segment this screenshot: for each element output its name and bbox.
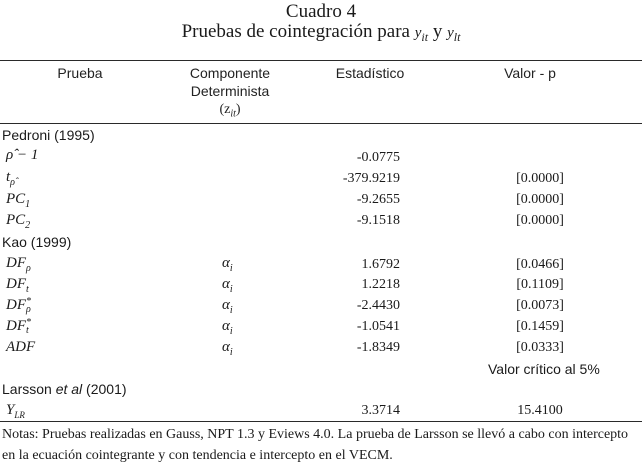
stat-value: -9.1518 [356, 213, 400, 228]
stat-value: -2.4430 [356, 298, 400, 313]
row-label: $Y_{LR}$ [6, 402, 25, 420]
stat-value: 1.6792 [361, 257, 400, 272]
header-componente: Componente Determinista $(z_{it})$ [189, 65, 271, 120]
title-conj: y [432, 21, 443, 42]
row-label: $PC_1$ [6, 191, 31, 210]
critical-value-label: Valor crítico al 5% [488, 361, 600, 377]
header-valor-p: Valor - p [504, 65, 556, 81]
component-symbol: $\alpha_i$ [222, 318, 233, 337]
pvalue: [0.1109] [516, 277, 564, 292]
pvalue: [0.1459] [516, 319, 564, 334]
header-rule [0, 123, 642, 124]
row-label: $t_{\rhô}$ [6, 169, 15, 188]
stat-value: -1.8349 [356, 340, 400, 355]
stat-value: 1.2218 [361, 277, 400, 292]
stat-value: -9.2655 [356, 192, 400, 207]
section-larsson: Larsson et al (2001) [2, 381, 127, 397]
component-symbol: $\alpha_i$ [222, 276, 233, 295]
stat-value: -0.0775 [356, 150, 400, 165]
row-label: ADF [6, 339, 36, 355]
section-kao: Kao (1999) [2, 234, 72, 250]
pvalue: [0.0073] [516, 298, 564, 313]
bottom-rule [0, 421, 642, 422]
component-symbol: $\alpha_i$ [222, 297, 233, 316]
pvalue: [0.0000] [516, 213, 564, 228]
header-estadistico: Estadístico [335, 65, 405, 81]
pvalue: [0.0000] [516, 192, 564, 207]
row-label: $PC_2$ [6, 212, 31, 231]
row-label: $DF_\rho$ [6, 255, 31, 274]
row-label: DF * t [6, 316, 31, 336]
stat-value: -379.9219 [342, 171, 400, 186]
title-var2: $y_{lt}$ [447, 25, 461, 44]
section-pedroni: Pedroni (1995) [2, 127, 95, 143]
stat-value: -1.0541 [356, 319, 400, 334]
table-title [0, 22, 642, 47]
row-label: DF * ρ [6, 295, 31, 315]
critical-value: 15.4100 [517, 403, 563, 418]
title-var1: $y_{it}$ [414, 25, 429, 44]
top-rule [0, 60, 642, 61]
table-notes: Notas: Pruebas realizadas en Gauss, NPT 1.3 y Eviews 4.0. La prueba de Larsson se llevó a cabo con intercepto en la ecuación cointegrante y con tendencia e intercepto en el VECM. [2, 427, 629, 463]
pvalue: [0.0466] [516, 257, 564, 272]
component-symbol: $\alpha_i$ [222, 255, 233, 274]
title-text: Pruebas de cointegración para [181, 21, 410, 42]
row-label: $DF_t$ [6, 276, 29, 295]
table-caption: Cuadro 4 [285, 1, 357, 22]
pvalue: [0.0333] [516, 340, 564, 355]
component-symbol: $\alpha_i$ [222, 339, 233, 358]
header-prueba: Prueba [57, 65, 103, 81]
pvalue: [0.0000] [516, 171, 564, 186]
row-label: ρ̂ − 1 [6, 147, 39, 163]
stat-value: 3.3714 [361, 403, 400, 418]
